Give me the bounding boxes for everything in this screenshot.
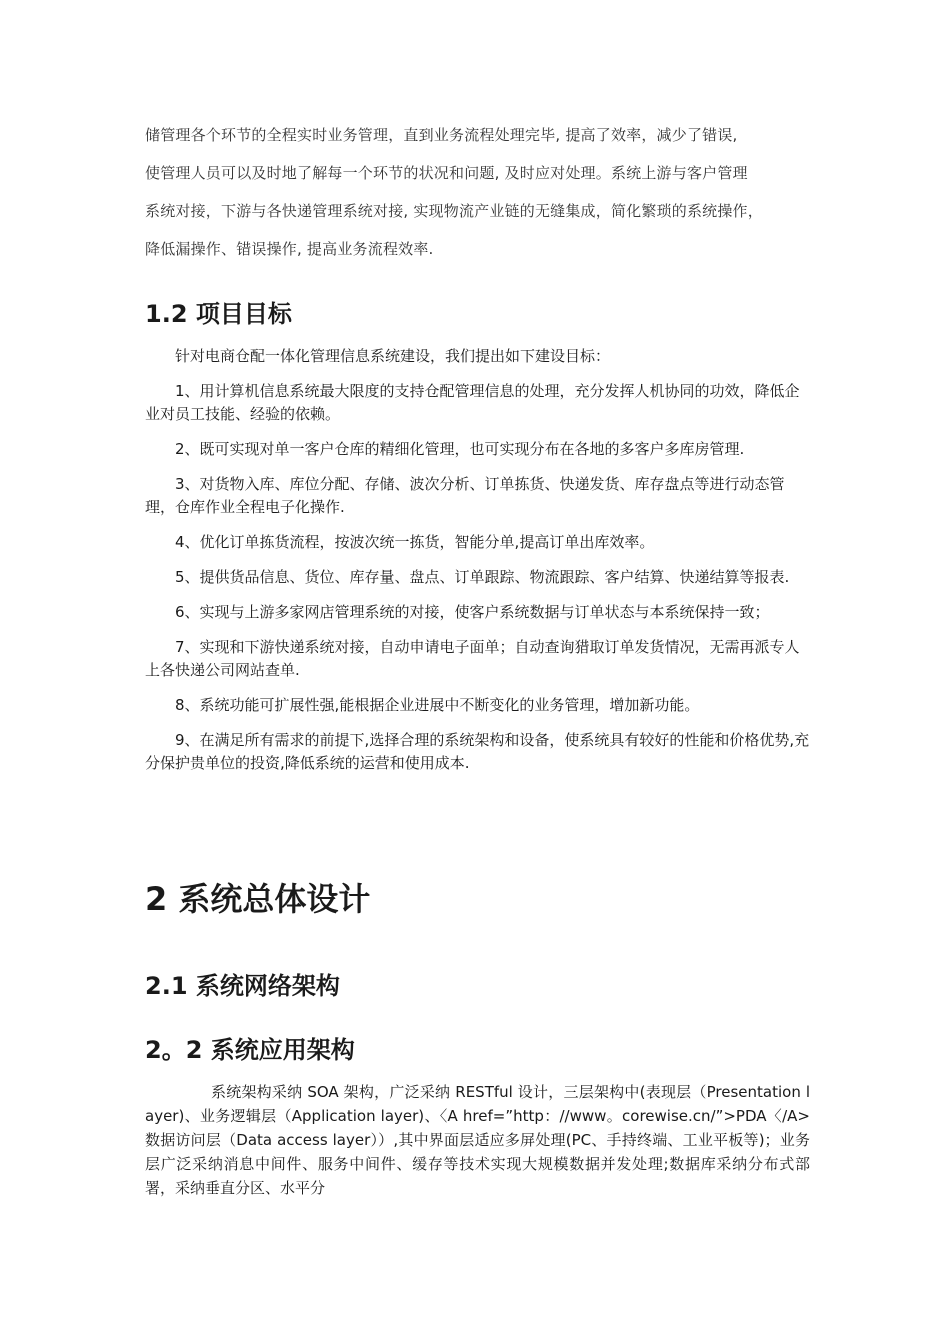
section-heading-2-1: 2.1 系统网络架构 [145,972,340,1000]
goal-item: 5、提供货品信息、货位、库存量、盘点、订单跟踪、物流跟踪、客户结算、快递结算等报表. [175,568,790,586]
intro-line: 系统对接，下游与各快递管理系统对接, 实现物流产业链的无缝集成，简化繁琐的系统操作， [145,202,763,220]
architecture-paragraph [145,1080,810,1200]
chapter-heading-2: 2 系统总体设计 [145,880,371,918]
goal-item: 3、对货物入库、库位分配、存储、波次分析、订单拣货、快递发货、库存盘点等进行动态管理，仓库作业全程电子化操作. [145,475,785,516]
intro-line: 降低漏操作、错误操作, 提高业务流程效率. [145,240,434,258]
goal-item: 8、系统功能可扩展性强,能根据企业进展中不断变化的业务管理，增加新功能。 [175,696,700,714]
architecture-text: 系统架构采纳 SOA 架构，广泛采纳 RESTful 设计，三层架构中(表现层（Presentation layer)、业务逻辑层（Application layer)、〈A href=”http：//www。corewise.cn/”>PDA〈/A> 数据访问层（Data access layer））,其中界面层适应多屏处理(PC、手持终端、工业平板等)；业务层广泛采纳消息中间件、服务中间件、缓存等技术实现大规模数据并发处理;数据库采纳分布式部署，采纳垂直分区、水平分 [145,1083,810,1197]
section-heading-1-2: 1.2 项目目标 [145,300,292,328]
goal-item: 7、实现和下游快递系统对接，自动申请电子面单；自动查询猎取订单发货情况，无需再派专人上各快递公司网站查单. [145,638,800,679]
intro-line: 使管理人员可以及时地了解每一个环节的状况和问题, 及时应对处理。系统上游与客户管理 [145,164,748,182]
intro-paragraph [145,116,810,268]
goals-lead: 针对电商仓配一体化管理信息系统建设，我们提出如下建设目标： [175,347,611,365]
goal-item: 2、既可实现对单一客户仓库的精细化管理，也可实现分布在各地的多客户多库房管理. [175,440,745,458]
intro-line: 储管理各个环节的全程实时业务管理，直到业务流程处理完毕, 提高了效率，减少了错误, [145,126,738,144]
section-heading-2-2: 2。2 系统应用架构 [145,1036,355,1064]
goals-block [145,345,810,787]
goal-item: 1、用计算机信息系统最大限度的支持仓配管理信息的处理，充分发挥人机协同的功效，降低企业对员工技能、经验的依赖。 [145,382,800,423]
goal-item: 9、在满足所有需求的前提下,选择合理的系统架构和设备，使系统具有较好的性能和价格优势,充分保护贵单位的投资,降低系统的运营和使用成本. [145,731,810,772]
goal-item: 4、优化订单拣货流程，按波次统一拣货，智能分单,提高订单出库效率。 [175,533,655,551]
goal-item: 6、实现与上游多家网店管理系统的对接，使客户系统数据与订单状态与本系统保持一致； [175,603,770,621]
